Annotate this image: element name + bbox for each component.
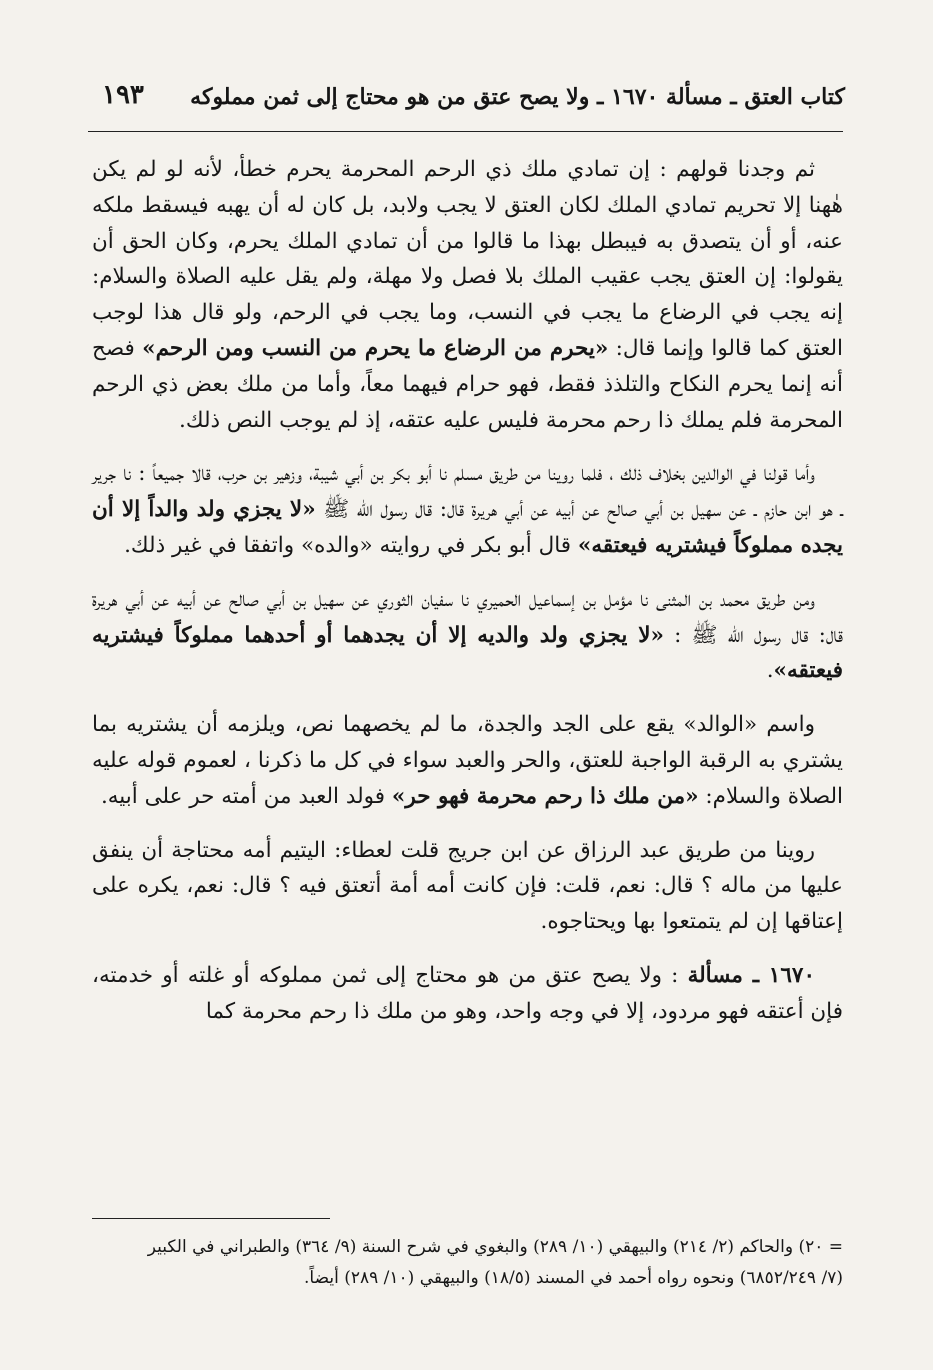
paragraph-text: واسم «الوالد» يقع على الجد والجدة، ما لم يخصهما نص، ويلزمه أن يشتريه بما يشتري به الرقبة الواجبة للعتق، والحر والعبد سواء في كل ما ذكرنا ، لعموم قوله عليه الصلاة والسلام: bbox=[92, 712, 843, 809]
footnotes bbox=[92, 1232, 843, 1294]
footnote-line: = ٢٠) والحاكم (٢/ ٢١٤) والبيهقي (١٠/ ٢٨٩) والبغوي في شرح السنة (٩/ ٣٦٤) والطبراني في الكبير bbox=[147, 1237, 843, 1257]
paragraph bbox=[92, 833, 843, 940]
paragraph-text: ثم وجدنا قولهم : إن تمادي ملك ذي الرحم المحرمة يحرم خطأ، لأنه لو لم يكن هٰهنا إلا تحريم تمادي الملك لكان العتق لا يجب ولابد، بل كان له أن يهبه فيسقط ملكه عنه، أو أن يتصدق به فيبطل بهذا ما قالوا من أن تمادي الملك يحرم، وكان الحق أن يقولوا: إن العتق يجب عقيب الملك بلا فصل ولا مهلة، ولم يقل عليه الصلاة والسلام: إنه يجب في الرضاع ما يجب في النسب، وما يجب في الرحم، ولو قال هذا لوجب العتق كما قالوا وإنما قال: bbox=[92, 157, 843, 361]
issue-heading: ١٦٧٠ ـ مسألة bbox=[687, 962, 815, 988]
paragraph bbox=[92, 707, 843, 814]
paragraph-text: روينا من طريق عبد الرزاق عن ابن جريج قلت لعطاء: اليتيم أمه محتاجة أن ينفق عليها من ماله ؟ قال: نعم، قلت: فإن كانت أمه أمة أتعتق فيه ؟ قال: نعم، يكره على إعتاقها إن لم يتمتعوا بها ويحتاجوه. bbox=[92, 837, 843, 935]
header-divider bbox=[88, 131, 843, 132]
quoted-hadith: «لا يجزي ولد والداً إلا أن يجده مملوكاً فيشتريه فيعتقه» bbox=[92, 497, 843, 558]
footnote-line: (٧/ ٦٨٥٢/٢٤٩) ونحوه رواه أحمد في المسند (١٨/٥) والبيهقي (١٠/ ٢٨٩) أيضاً. bbox=[304, 1268, 843, 1288]
running-title: كتاب العتق ـ مسألة ١٦٧٠ ـ ولا يصح عتق من هو محتاج إلى ثمن مملوكه bbox=[190, 84, 845, 110]
footnote-divider bbox=[92, 1218, 330, 1219]
paragraph-text: : ولا يصح عتق من هو محتاج إلى ثمن مملوكه أو غلته أو خدمته، فإن أعتقه فهو مردود، إلا في وجه واحد، وهو من ملك ذا رحم محرمة كما bbox=[92, 962, 843, 1024]
paragraph-text: وأما قولنا في الوالدين بخلاف ذلك ، فلما روينا من طريق مسلم نا أبو بكر بن أبي شيبة، وزهير بن حرب، قالا جميعاً : نا جرير ـ هو ابن حازم ـ عن سهيل بن أبي صالح عن أبيه عن أبي هريرة قال: قال رسول الله ﷺ bbox=[92, 461, 843, 523]
quoted-hadith: «من ملك ذا رحم محرمة فهو حر» bbox=[391, 783, 699, 809]
quoted-hadith: «يحرم من الرضاع ما يحرم من النسب ومن الرحم» bbox=[142, 335, 609, 361]
paragraph bbox=[92, 152, 843, 438]
paragraph bbox=[92, 456, 843, 563]
main-text bbox=[92, 152, 843, 1030]
paragraph bbox=[92, 582, 843, 689]
paragraph-text: ومن طريق محمد بن المثنى نا مؤمل بن إسماعيل الحميري نا سفيان الثوري عن سهيل بن أبي صالح عن أبيه عن أبي هريرة قال: قال رسول الله ﷺ : bbox=[92, 586, 843, 648]
quoted-hadith: «لا يجزي ولد والديه إلا أن يجدهما أو أحدهما مملوكاً فيشتريه فيعتقه» bbox=[92, 622, 843, 684]
paragraph-text: قال أبو بكر في روايته «والده» واتفقا في غير ذلك. bbox=[124, 532, 578, 558]
paragraph-text: فصح أنه إنما يحرم النكاح والتلذذ فقط، فهو حرام فيهما معاً، وأما من ملك بعض ذي الرحم المحرمة فلم يملك ذا رحم محرمة فليس عليه عتقه، إذ لم يوجب النص ذلك. bbox=[92, 335, 843, 433]
page-header bbox=[92, 78, 845, 122]
page-number: ١٩٣ bbox=[102, 80, 144, 110]
paragraph-text: . bbox=[766, 658, 774, 684]
paragraph-text: فولد العبد من أمته حر على أبيه. bbox=[100, 783, 392, 809]
paragraph bbox=[92, 958, 843, 1030]
